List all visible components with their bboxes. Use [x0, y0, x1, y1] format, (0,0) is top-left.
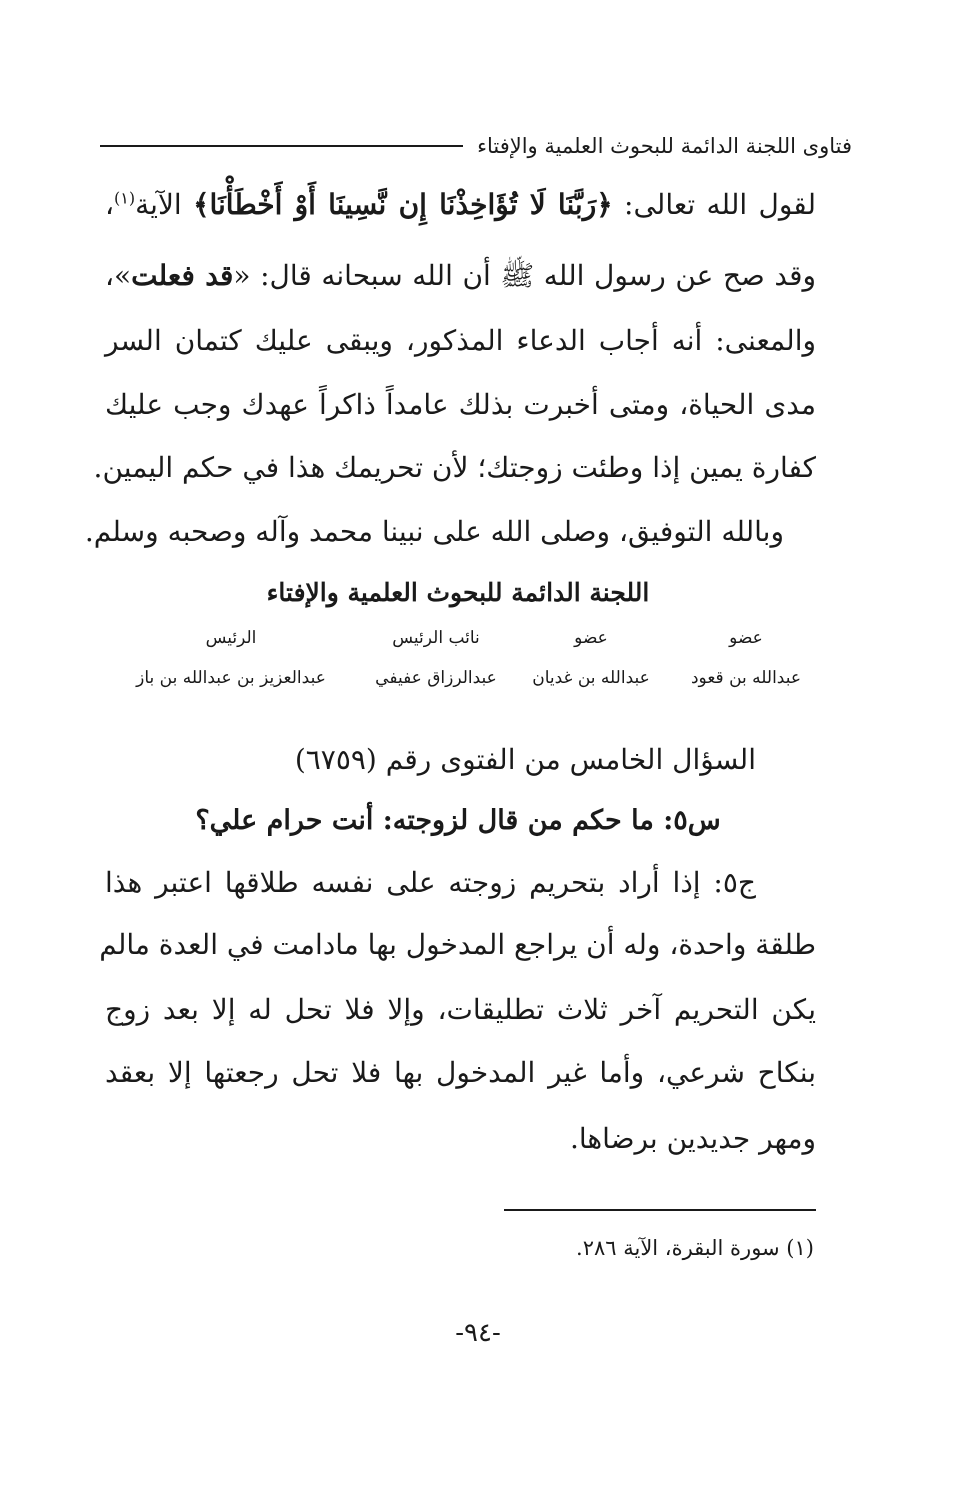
member-role: عضو	[574, 628, 608, 648]
paragraph1-line3: والمعنى: أنه أجاب الدعاء المذكور، ويبقى عليك كتمان السر	[105, 324, 816, 357]
signature-member-4	[116, 628, 346, 688]
line2-end: »،	[105, 259, 132, 292]
footnote-separator	[504, 1209, 816, 1211]
answer-line-2: طلقة واحدة، وله أن يراجع المدخول بها مادامت في العدة مالم	[99, 928, 816, 961]
header-rule	[100, 145, 463, 147]
line2-start: وقد صح عن رسول الله ﷺ أن الله سبحانه قال: «	[233, 259, 816, 292]
signature-member-3	[361, 628, 511, 688]
question-heading: س٥: ما حكم من قال لزوجته: أنت حرام علي؟	[195, 805, 721, 836]
member-role: نائب الرئيس	[392, 628, 480, 648]
member-name: عبدالرزاق عفيفي	[375, 668, 497, 688]
answer-line-5: ومهر جديدين برضاها.	[569, 1122, 816, 1155]
answer-line-4: بنكاح شرعي، وأما غير المدخول بها فلا تحل رجعتها إلا بعقد	[105, 1056, 816, 1089]
fatwa-number-heading: السؤال الخامس من الفتوى رقم (٦٧٥٩)	[294, 743, 756, 776]
line1-end: ،	[105, 188, 115, 221]
line1-prefix: لقول الله تعالى:	[612, 188, 817, 221]
paragraph1-line5: كفارة يمين إذا وطئت زوجتك؛ لأن تحريمك هذا في حكم اليمين.	[93, 451, 816, 484]
footnote-marker: (١)	[114, 188, 136, 208]
running-header	[100, 128, 852, 164]
signature-member-1	[676, 628, 816, 688]
signature-member-2	[516, 628, 666, 688]
committee-title: اللجنة الدائمة للبحوث العلمية والإفتاء	[266, 578, 650, 607]
answer-line-1: ج٥: إذا أراد بتحريم زوجته على نفسه طلاقها اعتبر هذا	[105, 866, 756, 899]
member-name: عبدالعزيز بن عبدالله بن باز	[136, 668, 326, 688]
paragraph1-line2	[105, 259, 816, 293]
member-role: الرئيس	[205, 628, 257, 648]
line1-after-verse: الآية	[135, 188, 194, 221]
paragraph1-line1	[105, 188, 816, 222]
member-role: عضو	[729, 628, 763, 648]
answer-line-3: يكن التحريم آخر ثلاث تطليقات، وإلا فلا تحل له إلا بعد زوج	[105, 993, 816, 1026]
closing-line: وبالله التوفيق، وصلى الله على نبينا محمد وآله وصحبه وسلم.	[84, 515, 784, 548]
hadith-quote: قد فعلت	[131, 259, 234, 292]
quran-verse: ﴿رَبَّنَا لَا تُؤَاخِذْنَا إِن نَّسِينَا أَوْ أَخْطَأْنَا﴾	[193, 188, 613, 221]
paragraph1-line4: مدى الحياة، ومتى أخبرت بذلك عامداً ذاكراً عهدك وجب عليك	[105, 388, 816, 421]
running-header-title: فتاوى اللجنة الدائمة للبحوث العلمية والإفتاء	[477, 134, 852, 158]
member-name: عبدالله بن قعود	[690, 668, 801, 688]
member-name: عبدالله بن غديان	[532, 668, 650, 688]
signatures-block	[108, 628, 816, 708]
page-number: -٩٤-	[455, 1318, 501, 1348]
footnote-1: (١) سورة البقرة، الآية ٢٨٦.	[576, 1236, 814, 1260]
